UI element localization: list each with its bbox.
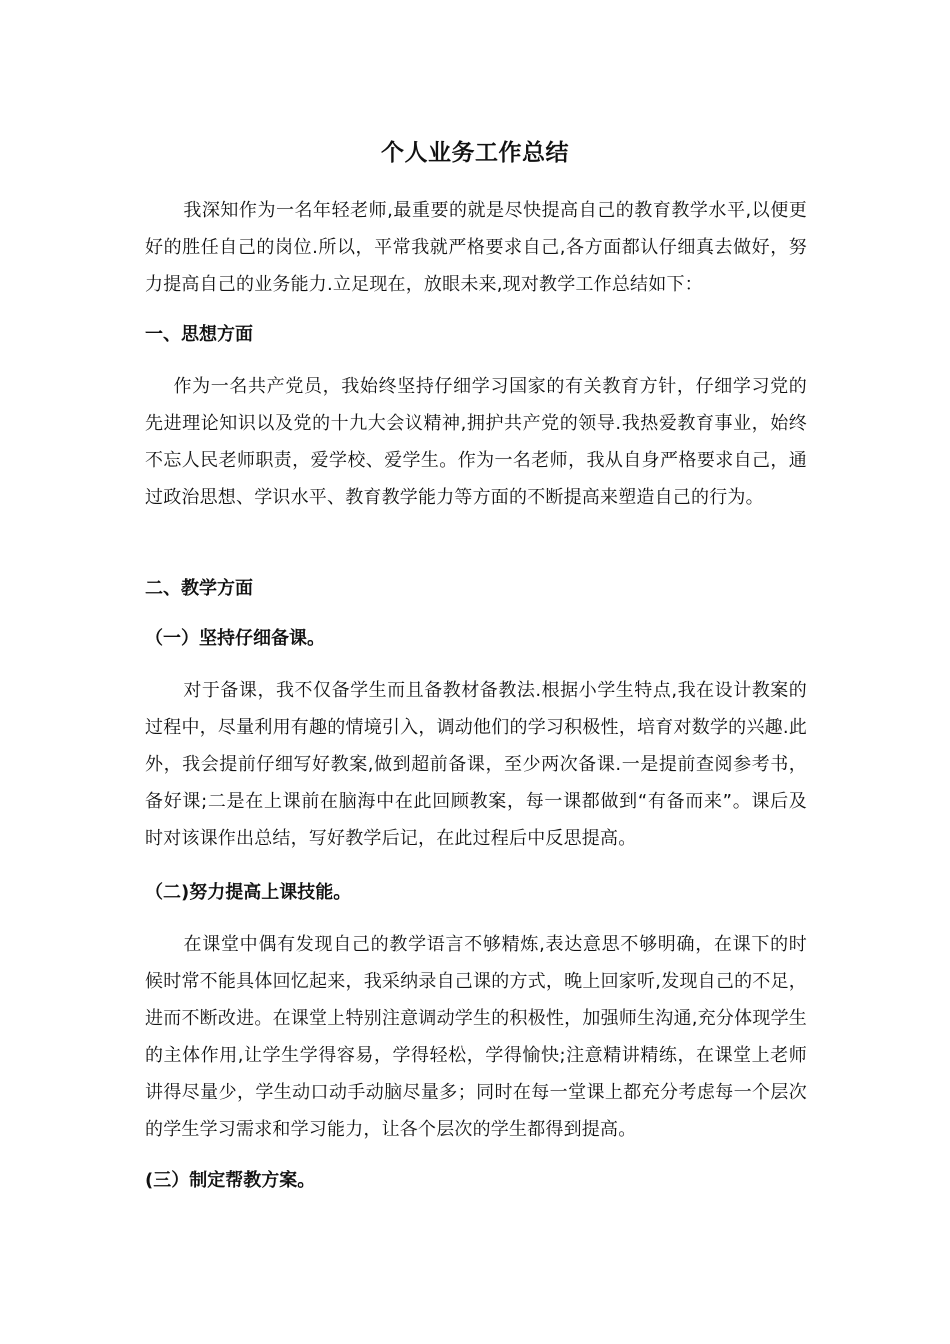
section-heading-teaching: 二、教学方面 [145, 578, 253, 599]
subsection-body-preparation-text: 对于备课，我不仅备学生而且备教材备教法.根据小学生特点,我在设计教案的过程中，尽量利用有趣的情境引入，调动他们的学习积极性，培育对数学的兴趣.此外，我会提前仔细写好教案,做到超前备课，至少两次备课.一是提前查阅参考书，备好课;二是在上课前在脑海中在此回顾教案，每一课都做到“有备而来”。课后及时对该课作出总结，写好教学后记，在此过程后中反思提高。 [145, 680, 807, 849]
subsection-body-preparation [145, 672, 807, 857]
section-body-thought [145, 368, 807, 516]
subsection-heading-tutoring: (三）制定帮教方案。 [145, 1170, 316, 1191]
subsection-heading-skills: （二)努力提高上课技能。 [145, 882, 352, 903]
section-heading-thought: 一、思想方面 [145, 324, 253, 345]
subsection-body-skills-text: 在课堂中偶有发现自己的教学语言不够精炼,表达意思不够明确，在课下的时候时常不能具体回忆起来，我采纳录自己课的方式，晚上回家听,发现自己的不足，进而不断改进。在课堂上特别注意调动学生的积极性，加强师生沟通,充分体现学生的主体作用,让学生学得容易，学得轻松，学得愉快;注意精讲精练，在课堂上老师讲得尽量少，学生动口动手动脑尽量多；同时在每一堂课上都充分考虑每一个层次的学生学习需求和学习能力，让各个层次的学生都得到提高。 [145, 934, 807, 1140]
intro-text: 我深知作为一名年轻老师,最重要的就是尽快提高自己的教育教学水平,以便更好的胜任自己的岗位.所以，平常我就严格要求自己,各方面都认仔细真去做好，努力提高自己的业务能力.立足现在，放眼未来,现对教学工作总结如下： [145, 200, 807, 295]
intro-paragraph [145, 192, 807, 303]
section-body-thought-text: 作为一名共产党员，我始终坚持仔细学习国家的有关教育方针，仔细学习党的先进理论知识以及党的十九大会议精神,拥护共产党的领导.我热爱教育事业，始终不忘人民老师职责，爱学校、爱学生。作为一名老师，我从自身严格要求自己，通过政治思想、学识水平、教育教学能力等方面的不断提高来塑造自己的行为。 [145, 376, 807, 508]
subsection-heading-preparation: （一）坚持仔细备课。 [145, 628, 325, 649]
subsection-body-skills [145, 926, 807, 1148]
document-title: 个人业务工作总结 [381, 140, 569, 166]
